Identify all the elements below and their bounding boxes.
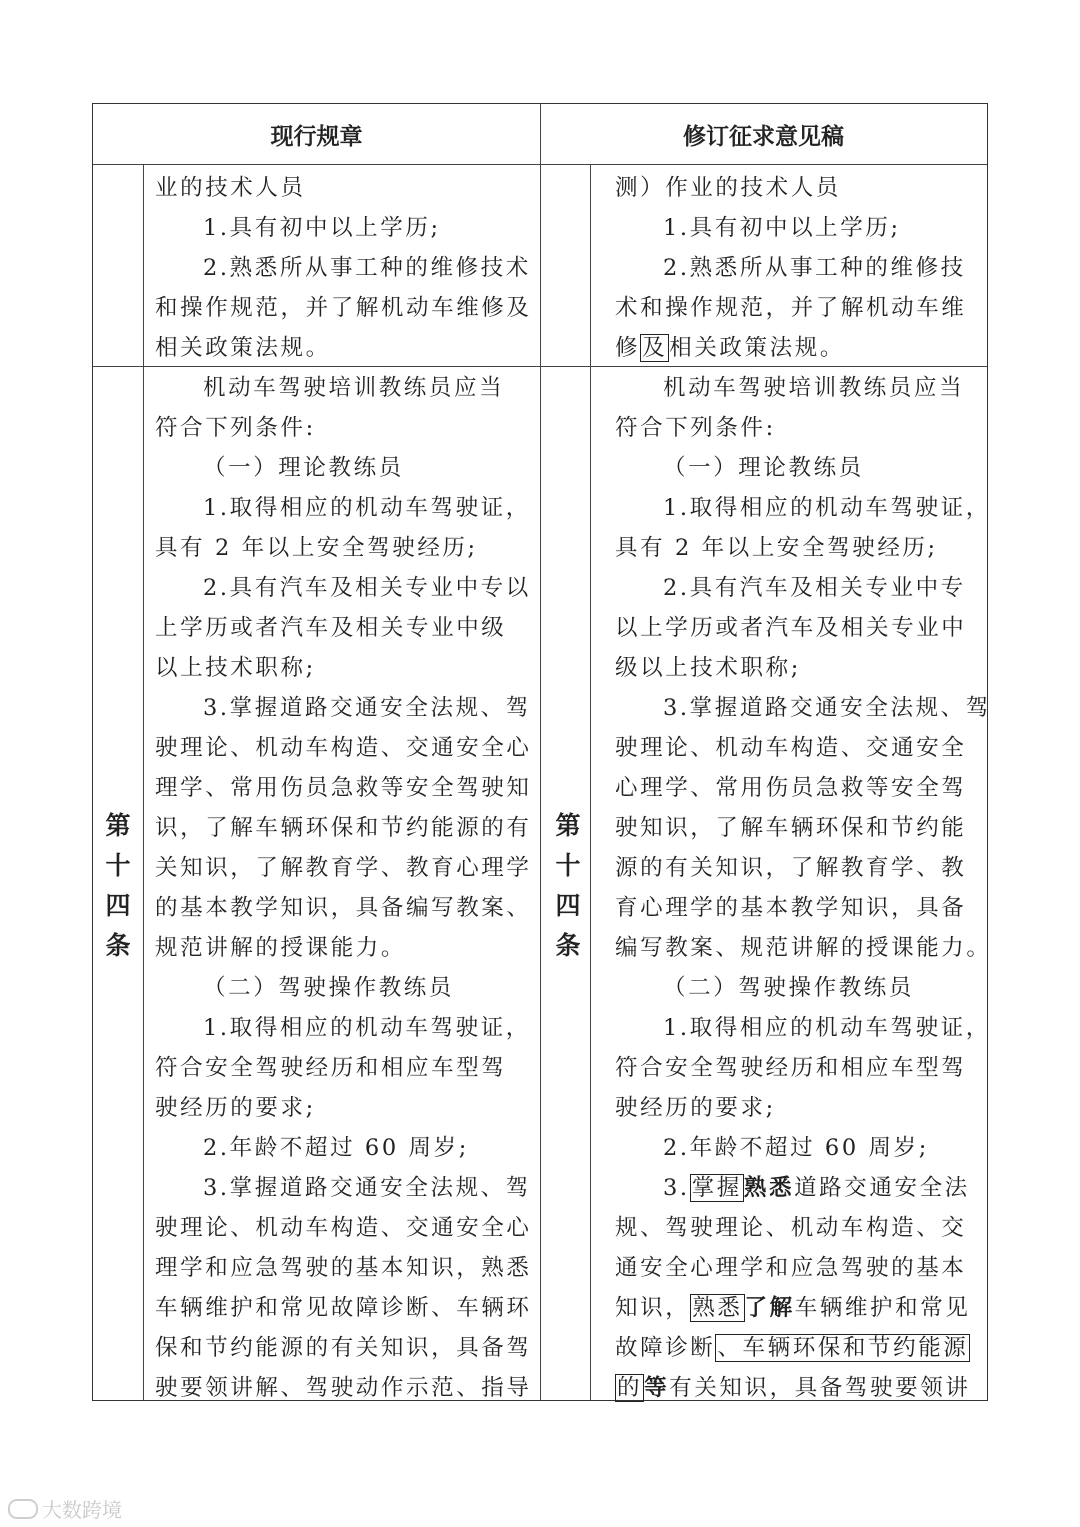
row1-draft-line: [615, 168, 966, 208]
watermark: [8, 1494, 122, 1523]
text-segment: 育心理学的基本教学知识，具备: [615, 895, 967, 921]
row2-current-line: 以上技术职称;: [155, 655, 316, 681]
row2-draft-line: [615, 1048, 992, 1088]
logo-icon: [8, 1499, 38, 1519]
text-segment: 故障诊断: [615, 1335, 716, 1361]
row2-draft-line: [615, 1248, 992, 1288]
article-label-char: 条: [555, 931, 581, 960]
article-label-char: 十: [555, 851, 581, 880]
row2-draft-line: [615, 1288, 992, 1328]
deleted-text: 及: [642, 335, 668, 361]
row1-draft-line: [615, 288, 966, 328]
row2-current-line: 1.取得相应的机动车驾驶证，: [203, 495, 531, 521]
row2-current-line: 驶理论、机动车构造、交通安全心: [155, 735, 532, 761]
row1-current-line: 1.具有初中以上学历;: [203, 215, 441, 241]
article-label-char: 条: [105, 931, 131, 960]
text-segment: 1.取得相应的机动车驾驶证，: [663, 495, 991, 521]
divider-left-article: [143, 164, 144, 1400]
text-segment: 1.取得相应的机动车驾驶证，: [663, 1015, 991, 1041]
row2-current-line: 2.年龄不超过 60 周岁;: [203, 1135, 469, 1161]
row2-draft-line: [615, 968, 992, 1008]
row2-draft-line: [615, 568, 992, 608]
text-segment: 修: [615, 335, 641, 361]
article-label-char: 第: [105, 811, 131, 840]
row1-draft-line: [615, 248, 966, 288]
row2-current-line: 机动车驾驶培训教练员应当: [203, 375, 505, 401]
row2-draft-line: [615, 768, 992, 808]
row2-draft-line: [615, 1128, 992, 1168]
text-segment: 符合安全驾驶经历和相应车型驾: [615, 1055, 967, 1081]
header-current: 现行规章: [270, 123, 363, 150]
text-segment: 2.熟悉所从事工种的维修技: [663, 255, 966, 281]
row2-draft-line: [615, 1168, 992, 1208]
row2-current-line: 3.掌握道路交通安全法规、驾: [203, 1175, 531, 1201]
divider-middle: [540, 104, 541, 1400]
row2-draft-line: [615, 1328, 992, 1368]
text-segment: 驶理论、机动车构造、交通安全: [615, 735, 967, 761]
row2-draft-line: [615, 1208, 992, 1248]
row2-current-line: 符合下列条件:: [155, 415, 316, 441]
row2-draft-line: [615, 608, 992, 648]
text-segment: 机动车驾驶培训教练员应当: [663, 375, 965, 401]
comparison-table: [92, 103, 992, 1401]
row2-current-line: 2.具有汽车及相关专业中专以: [203, 575, 531, 601]
deleted-text: 熟悉: [692, 1295, 743, 1321]
row2-current-line: （一）理论教练员: [203, 455, 404, 481]
header-draft: 修订征求意见稿: [683, 123, 844, 150]
deleted-text: 掌握: [691, 1175, 742, 1201]
text-segment: 具有 2 年以上安全驾驶经历;: [615, 535, 938, 561]
deleted-text: 的: [617, 1375, 643, 1401]
text-segment: 3.掌握道路交通安全法规、驾: [663, 695, 991, 721]
article-label-draft: [543, 806, 593, 966]
text-segment: （二）驾驶操作教练员: [663, 975, 915, 1001]
article-label-char: 四: [105, 891, 131, 920]
text-segment: 2.年龄不超过 60 周岁;: [663, 1135, 929, 1161]
row1-draft-line: [615, 328, 966, 368]
text-segment: 测）作业的技术人员: [615, 175, 841, 201]
row2-current-line: 的基本教学知识，具备编写教案、: [155, 895, 532, 921]
text-segment: 规、驾驶理论、机动车构造、交: [615, 1215, 967, 1241]
row2-draft-line: [615, 688, 992, 728]
row2-draft-line: [615, 728, 992, 768]
row2-draft-line: [615, 408, 992, 448]
text-segment: 以上学历或者汽车及相关专业中: [615, 615, 967, 641]
row1-current-text: [155, 168, 532, 368]
row2-draft-line: [615, 1008, 992, 1048]
row2-draft-line: [615, 648, 992, 688]
row1-draft-line: [615, 208, 966, 248]
row2-current-line: 理学和应急驾驶的基本知识，熟悉: [155, 1255, 532, 1281]
watermark-text: 大数跨境: [42, 1498, 122, 1522]
article-label-char: 十: [105, 851, 131, 880]
row2-current-line: 驶要领讲解、驾驶动作示范、指导: [155, 1375, 532, 1401]
row1-current-line: 业的技术人员: [155, 175, 306, 201]
text-segment: 术和操作规范，并了解机动车维: [615, 295, 967, 321]
row2-draft-line: [615, 528, 992, 568]
row2-current-line: 具有 2 年以上安全驾驶经历;: [155, 535, 478, 561]
inserted-text: 了解: [744, 1295, 795, 1321]
inserted-text: 熟悉: [743, 1175, 795, 1201]
row2-current-line: 规范讲解的授课能力。: [155, 935, 407, 961]
row2-current-line: 关知识，了解教育学、教育心理学: [155, 855, 532, 881]
row2-draft-line: [615, 1368, 992, 1408]
row2-current-line: 车辆维护和常见故障诊断、车辆环: [155, 1295, 532, 1321]
row2-current-text: [155, 368, 532, 1408]
row1-current-line: 相关政策法规。: [155, 335, 331, 361]
text-segment: （一）理论教练员: [663, 455, 864, 481]
text-segment: 心理学、常用伤员急救等安全驾: [615, 775, 967, 801]
row2-draft-line: [615, 488, 992, 528]
text-segment: 1.具有初中以上学历;: [663, 215, 901, 241]
text-segment: 源的有关知识，了解教育学、教: [615, 855, 967, 881]
article-label-current: [93, 806, 143, 966]
text-segment: 知识，: [615, 1295, 691, 1321]
header-divider: [93, 164, 987, 165]
text-segment: 车辆维护和常见: [794, 1295, 971, 1321]
row2-draft-line: [615, 888, 992, 928]
text-segment: 符合下列条件:: [615, 415, 776, 441]
divider-right-article: [590, 164, 591, 1400]
deleted-text: 、车辆环保和节约能源: [717, 1335, 969, 1361]
text-segment: 相关政策法规。: [669, 335, 845, 361]
text-segment: 2.具有汽车及相关专业中专: [663, 575, 966, 601]
row2-current-line: 驶理论、机动车构造、交通安全心: [155, 1215, 532, 1241]
row2-draft-line: [615, 448, 992, 488]
row2-current-line: 符合安全驾驶经历和相应车型驾: [155, 1055, 507, 1081]
row2-current-line: 识，了解车辆环保和节约能源的有: [155, 815, 532, 841]
text-segment: 有关知识，具备驾驶要领讲: [669, 1375, 971, 1401]
row2-draft-line: [615, 848, 992, 888]
row2-draft-line: [615, 1088, 992, 1128]
text-segment: 驶知识，了解车辆环保和节约能: [615, 815, 967, 841]
text-segment: 驶经历的要求;: [615, 1095, 776, 1121]
row2-current-line: 1.取得相应的机动车驾驶证，: [203, 1015, 531, 1041]
text-segment: 3.: [663, 1175, 690, 1201]
row1-current-line: 2.熟悉所从事工种的维修技术: [203, 255, 531, 281]
row2-current-line: 上学历或者汽车及相关专业中级: [155, 615, 507, 641]
article-label-char: 第: [555, 811, 581, 840]
row2-current-line: 保和节约能源的有关知识，具备驾: [155, 1335, 532, 1361]
row2-current-line: （二）驾驶操作教练员: [203, 975, 455, 1001]
row2-draft-line: [615, 808, 992, 848]
text-segment: 级以上技术职称;: [615, 655, 801, 681]
row1-draft-text: [615, 168, 966, 368]
article-label-char: 四: [555, 891, 581, 920]
row2-current-line: 驶经历的要求;: [155, 1095, 316, 1121]
row2-current-line: 理学、常用伤员急救等安全驾驶知: [155, 775, 532, 801]
row2-draft-line: [615, 368, 992, 408]
row2-draft-line: [615, 928, 992, 968]
text-segment: 通安全心理学和应急驾驶的基本: [615, 1255, 967, 1281]
row2-draft-text: [615, 368, 992, 1408]
inserted-text: 等: [644, 1375, 670, 1401]
text-segment: 编写教案、规范讲解的授课能力。: [615, 935, 992, 961]
text-segment: 道路交通安全法: [794, 1175, 970, 1201]
row1-current-line: 和操作规范，并了解机动车维修及: [155, 295, 532, 321]
row2-current-line: 3.掌握道路交通安全法规、驾: [203, 695, 531, 721]
